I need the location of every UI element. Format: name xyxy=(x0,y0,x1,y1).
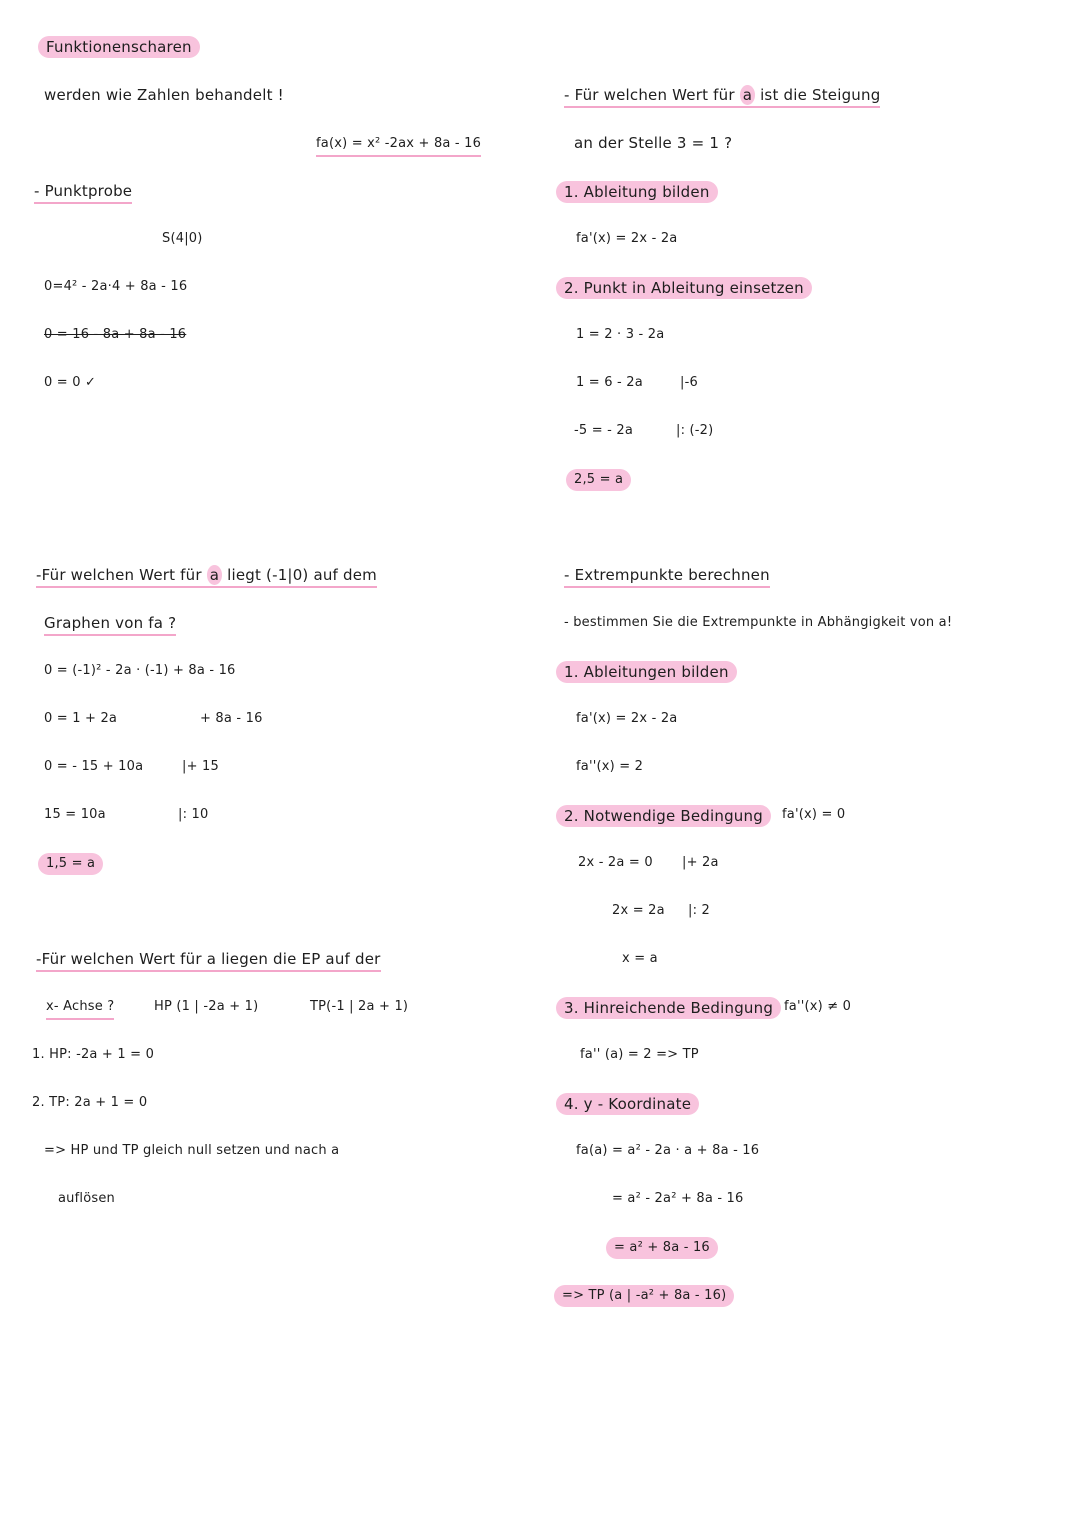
ep-task: - bestimmen Sie die Extrempunkte in Abhängigkeit von a! xyxy=(564,615,953,630)
ep-necessary-2b: |: 2 xyxy=(688,903,710,918)
q2-note-2: auflösen xyxy=(58,1191,115,1206)
q2-note-1: => HP und TP gleich null setzen und nach a xyxy=(44,1143,340,1158)
punktprobe-line-1: 0=4² - 2a·4 + 8a - 16 xyxy=(44,279,188,294)
q1-heading-a: a xyxy=(207,565,222,585)
q2-heading: -Für welchen Wert für a liegen die EP auf der xyxy=(36,949,381,972)
q3-heading-post: ist die Steigung xyxy=(760,86,881,104)
q3-heading-a: a xyxy=(740,85,755,105)
q1-line-1: 0 = (-1)² - 2a · (-1) + 8a - 16 xyxy=(44,663,236,678)
punktprobe-line-2: 0 = 16 - 8a + 8a - 16 xyxy=(44,327,187,342)
q3-result: 2,5 = a xyxy=(566,469,631,491)
q2-hp: HP (1 | -2a + 1) xyxy=(154,999,259,1014)
ep-step-3: 3. Hinreichende Bedingung xyxy=(556,997,781,1019)
q1-heading-post: liegt (-1|0) auf dem xyxy=(227,566,377,584)
q1-line-4a: 15 = 10a xyxy=(44,807,106,822)
ep-derivative-2: fa''(x) = 2 xyxy=(576,759,644,774)
ep-necessary-1a: 2x - 2a = 0 xyxy=(578,855,653,870)
ep-necessary-2a: 2x = 2a xyxy=(612,903,665,918)
q1-heading-2: Graphen von fa ? xyxy=(44,613,176,636)
ep-step-1: 1. Ableitungen bilden xyxy=(556,661,737,683)
intro-text: werden wie Zahlen behandelt ! xyxy=(44,86,284,104)
ep-step-4: 4. y - Koordinate xyxy=(556,1093,699,1115)
page-title: Funktionenscharen xyxy=(38,36,200,58)
ep-condition-2: fa'(x) = 0 xyxy=(782,807,846,822)
q1-line-2b: + 8a - 16 xyxy=(200,711,263,726)
q2-step-2: 2. TP: 2a + 1 = 0 xyxy=(32,1095,148,1110)
q3-line-3b: |: (-2) xyxy=(676,423,714,438)
q3-line-2a: 1 = 6 - 2a xyxy=(576,375,643,390)
q3-step-2: 2. Punkt in Ableitung einsetzen xyxy=(556,277,812,299)
ep-necessary-3: x = a xyxy=(622,951,658,966)
q1-result: 1,5 = a xyxy=(38,853,103,875)
q1-line-2a: 0 = 1 + 2a xyxy=(44,711,118,726)
ep-y-line-2: = a² - 2a² + 8a - 16 xyxy=(612,1191,744,1206)
q1-heading xyxy=(36,565,377,588)
ep-condition-3: fa''(x) ≠ 0 xyxy=(784,999,852,1014)
ep-step-2: 2. Notwendige Bedingung xyxy=(556,805,771,827)
punktprobe-line-3: 0 = 0 ✓ xyxy=(44,375,97,390)
q1-heading-pre: -Für welchen Wert für xyxy=(36,566,202,584)
punktprobe-point: S(4|0) xyxy=(162,231,203,246)
q3-heading-pre: - Für welchen Wert für xyxy=(564,86,735,104)
q3-line-1: 1 = 2 · 3 - 2a xyxy=(576,327,665,342)
q2-tp: TP(-1 | 2a + 1) xyxy=(310,999,409,1014)
ep-heading: - Extrempunkte berechnen xyxy=(564,565,770,588)
q3-line-3a: -5 = - 2a xyxy=(574,423,633,438)
q2-axis: x- Achse ? xyxy=(46,997,114,1020)
function-definition: fa(x) = x² -2ax + 8a - 16 xyxy=(316,134,481,157)
ep-result: => TP (a | -a² + 8a - 16) xyxy=(554,1285,734,1307)
q2-step-1: 1. HP: -2a + 1 = 0 xyxy=(32,1047,155,1062)
ep-derivative-1: fa'(x) = 2x - 2a xyxy=(576,711,678,726)
q3-step-1: 1. Ableitung bilden xyxy=(556,181,718,203)
q1-line-4b: |: 10 xyxy=(178,807,209,822)
punktprobe-heading: - Punktprobe xyxy=(34,181,132,204)
q1-line-3b: |+ 15 xyxy=(182,759,219,774)
ep-sufficient-1: fa'' (a) = 2 => TP xyxy=(580,1047,699,1062)
q1-line-3a: 0 = - 15 + 10a xyxy=(44,759,144,774)
ep-y-line-1: fa(a) = a² - 2a · a + 8a - 16 xyxy=(576,1143,760,1158)
q3-derivative: fa'(x) = 2x - 2a xyxy=(576,231,678,246)
q3-heading xyxy=(564,85,880,108)
ep-necessary-1b: |+ 2a xyxy=(682,855,719,870)
ep-y-line-3: = a² + 8a - 16 xyxy=(606,1237,718,1259)
q3-heading-2: an der Stelle 3 = 1 ? xyxy=(574,134,733,152)
q3-line-2b: |-6 xyxy=(680,375,698,390)
